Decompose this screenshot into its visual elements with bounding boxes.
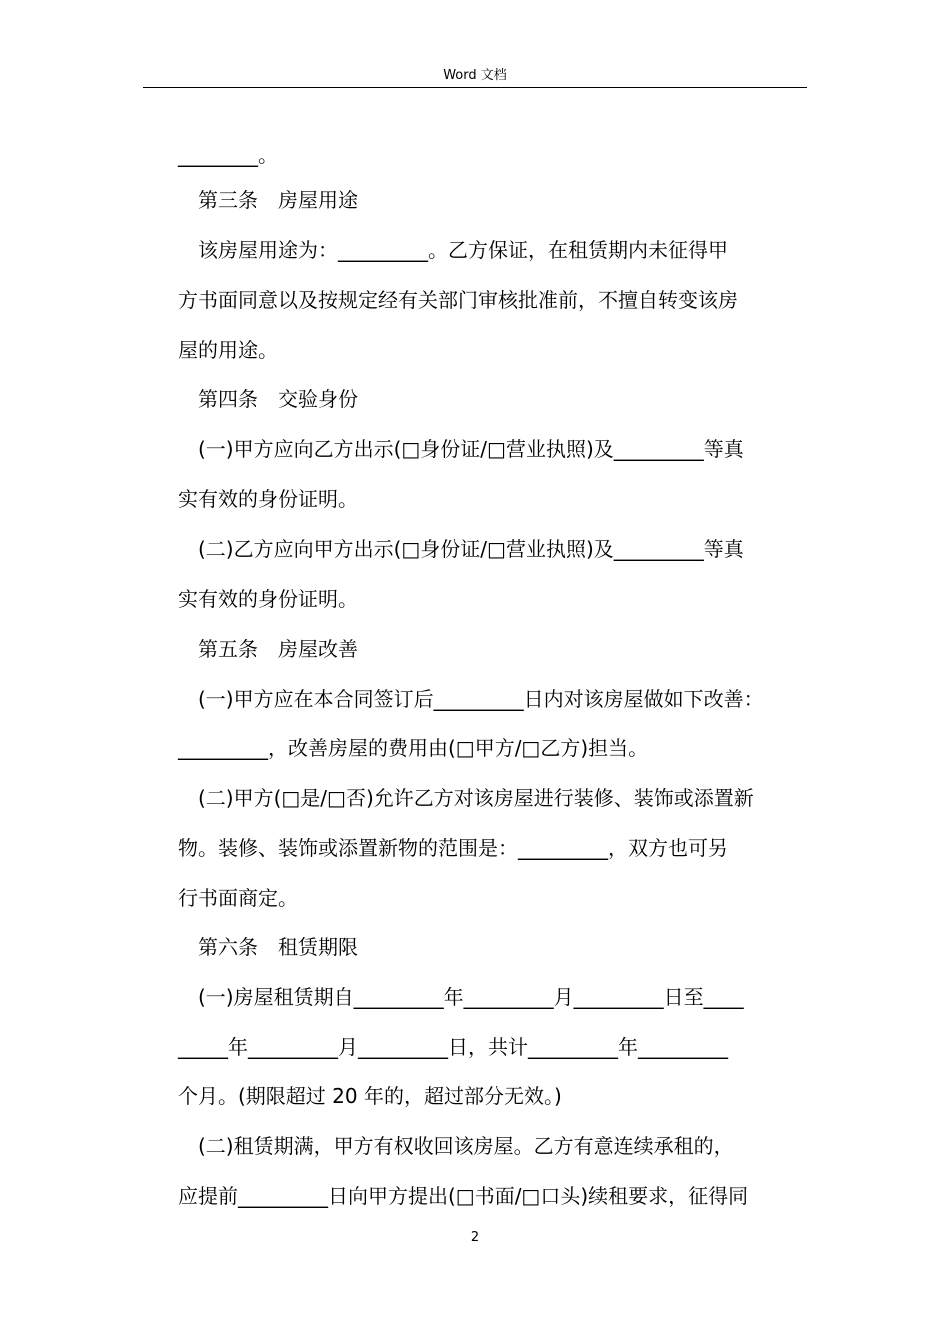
text-line: 方书面同意以及按规定经有关部门审核批准前，不擅自转变该房	[178, 288, 738, 312]
section-heading: 第四条 交验身份	[198, 387, 358, 411]
text-line: _________，改善房屋的费用由(□甲方/□乙方)担当。	[178, 736, 649, 760]
text-line: 该房屋用途为：_________。乙方保证，在租赁期内未征得甲	[198, 238, 728, 262]
header-title: Word 文档	[443, 68, 507, 83]
text-line: 屋的用途。	[178, 338, 278, 362]
text-line: (一)房屋租赁期自_________年_________月_________日至____	[198, 985, 744, 1009]
header-divider	[143, 87, 807, 88]
text-line: 实有效的身份证明。	[178, 587, 358, 611]
text-line: (二)乙方应向甲方出示(□身份证/□营业执照)及_________等真	[198, 537, 744, 561]
text-line: 物。装修、装饰或添置新物的范围是：_________，双方也可另	[178, 836, 728, 860]
text-line: 应提前_________日向甲方提出(□书面/□口头)续租要求，征得同	[178, 1184, 749, 1208]
section-heading: 第五条 房屋改善	[198, 637, 358, 661]
section-heading: 第三条 房屋用途	[198, 188, 358, 212]
text-line: (一)甲方应向乙方出示(□身份证/□营业执照)及_________等真	[198, 437, 744, 461]
text-line: _____年_________月_________日，共计_________年_________	[178, 1035, 728, 1059]
text-line: (一)甲方应在本合同签订后_________日内对该房屋做如下改善：	[198, 687, 764, 711]
text-line: 实有效的身份证明。	[178, 487, 358, 511]
text-line: ________。	[178, 143, 278, 167]
page-number: 2	[470, 1230, 480, 1245]
section-heading: 第六条 租赁期限	[198, 935, 358, 959]
text-line: 行书面商定。	[178, 886, 298, 910]
text-line: 个月。(期限超过 20 年的，超过部分无效。)	[178, 1084, 562, 1108]
text-line: (二)甲方(□是/□否)允许乙方对该房屋进行装修、装饰或添置新	[198, 786, 754, 810]
text-line: (二)租赁期满，甲方有权收回该房屋。乙方有意连续承租的，	[198, 1134, 734, 1158]
